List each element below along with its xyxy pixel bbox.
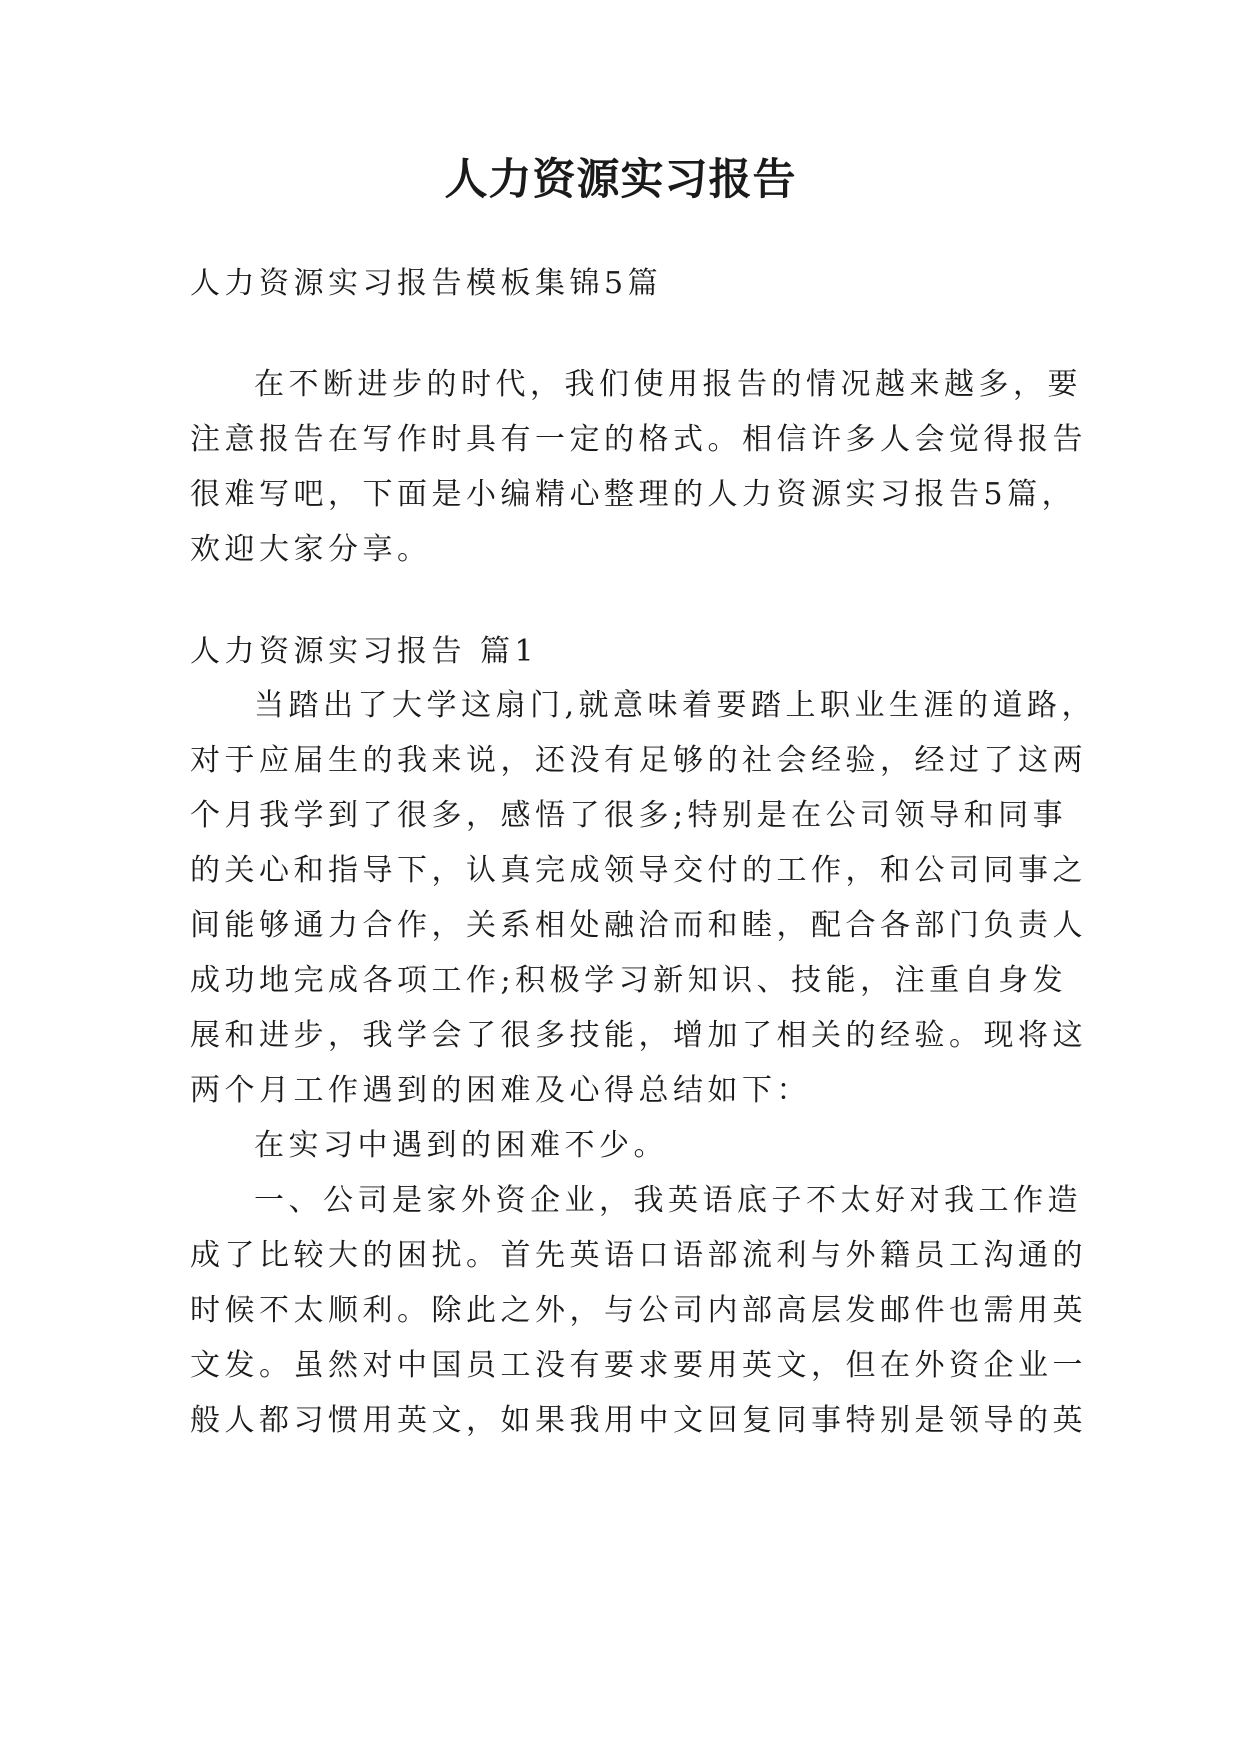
- body-line-7: 展和进步，我学会了很多技能，增加了相关的经验。现将这: [190, 1018, 1087, 1053]
- body-line-6: 成功地完成各项工作;积极学习新知识、技能，注重自身发: [190, 963, 1068, 998]
- intro-line-2: 注意报告在写作时具有一定的格式。相信许多人会觉得报告: [190, 422, 1087, 457]
- intro-line-3: 很难写吧，下面是小编精心整理的人力资源实习报告5篇，: [190, 477, 1077, 512]
- body-line-4: 的关心和指导下，认真完成领导交付的工作，和公司同事之: [190, 853, 1087, 888]
- body-line-9: 在实习中遇到的困难不少。: [254, 1128, 668, 1163]
- body-line-13: 文发。虽然对中国员工没有要求要用英文，但在外资企业一: [190, 1348, 1087, 1383]
- document-subtitle: 人力资源实习报告模板集锦5篇: [190, 266, 663, 301]
- body-line-5: 间能够通力合作，关系相处融洽而和睦，配合各部门负责人: [190, 908, 1087, 943]
- intro-line-1: 在不断进步的时代，我们使用报告的情况越来越多，要: [254, 367, 1082, 402]
- body-line-8: 两个月工作遇到的困难及心得总结如下：: [190, 1073, 811, 1108]
- section-heading: 人力资源实习报告 篇1: [190, 634, 539, 669]
- body-line-11: 成了比较大的困扰。首先英语口语部流利与外籍员工沟通的: [190, 1238, 1087, 1273]
- body-line-2: 对于应届生的我来说，还没有足够的社会经验，经过了这两: [190, 743, 1087, 778]
- body-line-12: 时候不太顺利。除此之外，与公司内部高层发邮件也需用英: [190, 1293, 1087, 1328]
- body-line-14: 般人都习惯用英文，如果我用中文回复同事特别是领导的英: [190, 1403, 1087, 1438]
- body-line-3: 个月我学到了很多，感悟了很多;特别是在公司领导和同事: [190, 798, 1068, 833]
- body-line-1: 当踏出了大学这扇门,就意味着要踏上职业生涯的道路，: [254, 688, 1097, 723]
- body-line-10: 一、公司是家外资企业，我英语底子不太好对我工作造: [254, 1183, 1082, 1218]
- document-title: 人力资源实习报告: [444, 155, 797, 205]
- intro-line-4: 欢迎大家分享。: [190, 532, 432, 567]
